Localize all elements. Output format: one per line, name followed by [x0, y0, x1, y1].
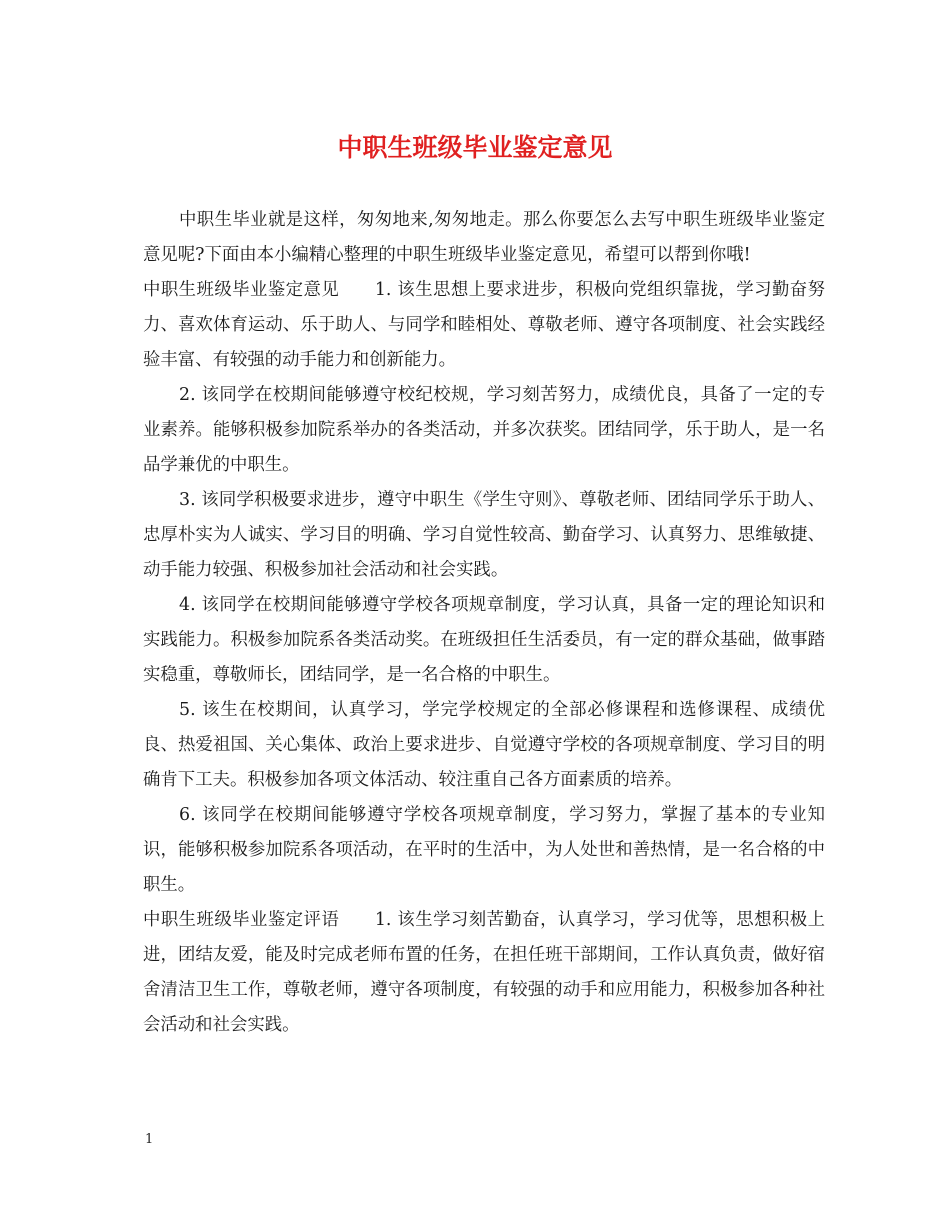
paragraph-opinion-3: 3. 该同学积极要求进步，遵守中职生《学生守则》、尊敬老师、团结同学乐于助人、忠厚朴实为人诚实、学习目的明确、学习自觉性较高、勤奋学习、认真努力、思维敏捷、动手能力较强、积极参加社会活动和社会实践。	[143, 490, 825, 580]
document-body	[143, 203, 825, 1043]
paragraph-opinion-4: 4. 该同学在校期间能够遵守学校各项规章制度，学习认真，具备一定的理论知识和实践能力。积极参加院系各类活动奖。在班级担任生活委员，有一定的群众基础，做事踏实稳重，尊敬师长，团结同学，是一名合格的中职生。	[143, 595, 825, 685]
paragraph-opinion-1: 中职生班级毕业鉴定意见 1. 该生思想上要求进步，积极向党组织靠拢，学习勤奋努力、喜欢体育运动、乐于助人、与同学和睦相处、尊敬老师、遵守各项制度、社会实践经验丰富、有较强的动手能力和创新能力。	[143, 280, 825, 370]
page-number: 1	[145, 1132, 154, 1147]
paragraph-opinion-5: 5. 该生在校期间，认真学习，学完学校规定的全部必修课程和选修课程、成绩优良、热爱祖国、关心集体、政治上要求进步、自觉遵守学校的各项规章制度、学习目的明确肯下工夫。积极参加各项文体活动、较注重自己各方面素质的培养。	[143, 700, 825, 790]
document-title: 中职生班级毕业鉴定意见	[337, 133, 613, 162]
paragraph-opinion-2: 2. 该同学在校期间能够遵守校纪校规，学习刻苦努力，成绩优良，具备了一定的专业素养。能够积极参加院系举办的各类活动，并多次获奖。团结同学，乐于助人，是一名品学兼优的中职生。	[143, 385, 825, 475]
paragraph-intro: 中职生毕业就是这样，匆匆地来,匆匆地走。那么你要怎么去写中职生班级毕业鉴定意见呢?下面由本小编精心整理的中职生班级毕业鉴定意见，希望可以帮到你哦!	[143, 210, 825, 265]
paragraph-opinion-6: 6. 该同学在校期间能够遵守学校各项规章制度，学习努力，掌握了基本的专业知识，能够积极参加院系各项活动，在平时的生活中，为人处世和善热情，是一名合格的中职生。	[143, 805, 825, 895]
paragraph-comment-1: 中职生班级毕业鉴定评语 1. 该生学习刻苦勤奋，认真学习，学习优等，思想积极上进，团结友爱，能及时完成老师布置的任务，在担任班干部期间，工作认真负责，做好宿舍清洁卫生工作，尊敬老师，遵守各项制度，有较强的动手和应用能力，积极参加各种社会活动和社会实践。	[143, 910, 825, 1035]
